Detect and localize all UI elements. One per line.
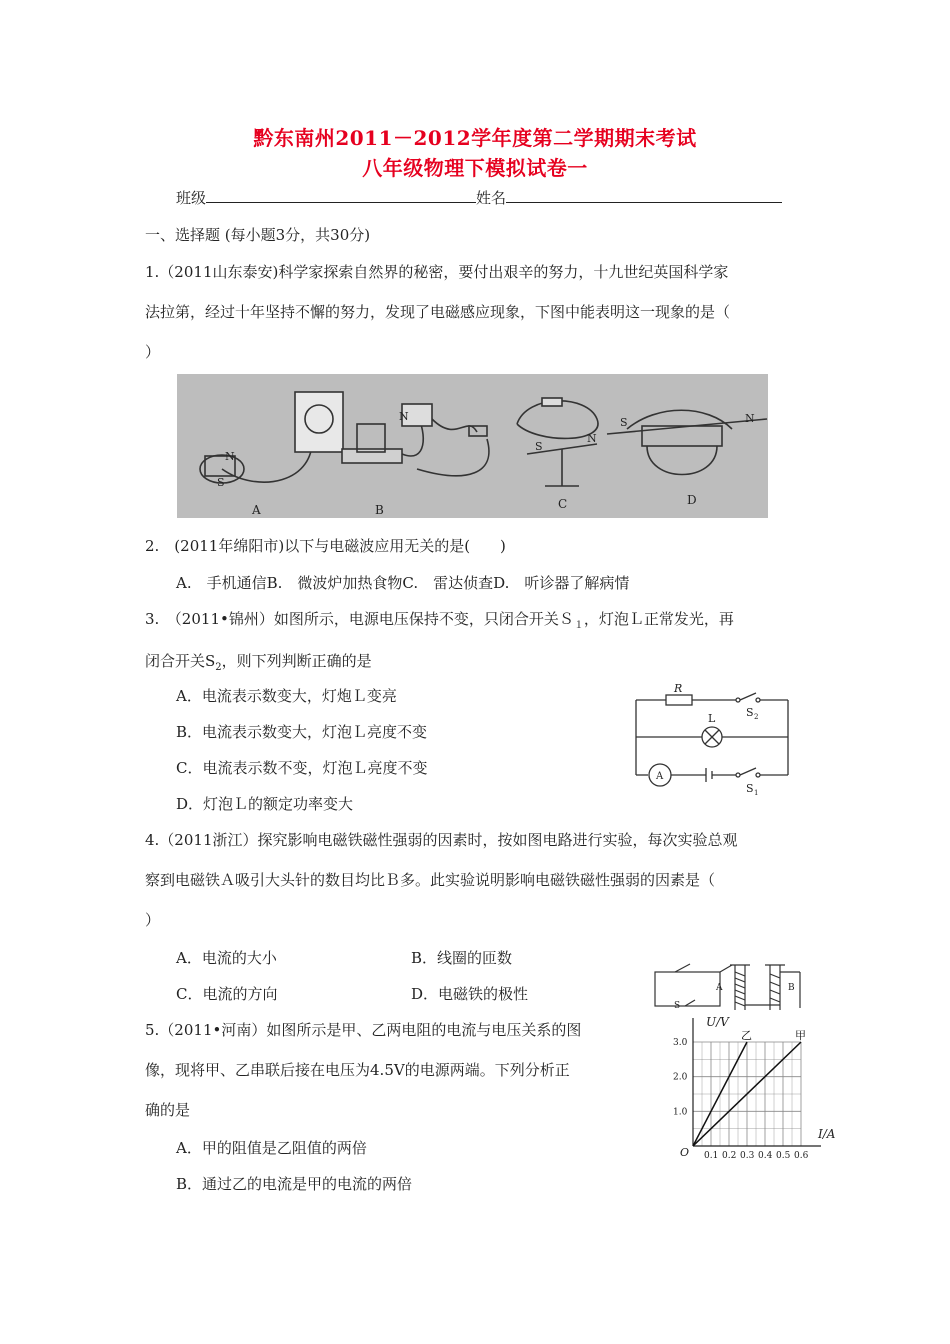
q5-line2: 像，现将甲、乙串联后接在电压为4.5V的电源两端。下列分析正: [145, 1061, 570, 1079]
q1-label-d: D: [687, 493, 697, 507]
q4-label-b: B: [788, 983, 795, 993]
q3-option-b: B．电流表示数变大，灯泡Ｌ亮度不变: [176, 723, 428, 741]
x-tick-label: 0.3: [740, 1151, 755, 1160]
q3-circuit: [628, 680, 796, 800]
q3-line2-text-b: ，则下列判断正确的是: [221, 652, 372, 670]
q4-option-b: B．线圈的匝数: [411, 949, 513, 967]
q5-origin-label: O: [680, 1146, 690, 1159]
svg-text:S: S: [620, 416, 628, 429]
q3-option-a: A．电流表示数变大，灯炮Ｌ变亮: [176, 687, 397, 705]
q1-label-c: C: [558, 497, 568, 511]
x-tick-label: 0.2: [722, 1151, 737, 1160]
q4-line1: 4.（2011浙江）探究影响电磁铁磁性强弱的因素时，按如图电路进行实验，每次实验总观: [145, 831, 738, 849]
q5-option-a: A．甲的阻值是乙阻值的两倍: [176, 1139, 367, 1157]
q2-options: A. 手机通信B. 微波炉加热食物C. 雷达侦查D. 听诊器了解病情: [176, 574, 630, 592]
q4-label-s: S: [674, 1001, 681, 1011]
q1-line2: 法拉第，经过十年坚持不懈的努力，发现了电磁感应现象，下图中能表明这一现象的是（: [145, 303, 731, 321]
q4-line2: 察到电磁铁Ａ吸引大头针的数目均比Ｂ多。此实验说明影响电磁铁磁性强弱的因素是（: [145, 871, 716, 889]
q3-line2-subscript: 2: [215, 662, 222, 673]
q3-option-d: D．灯泡Ｌ的额定功率变大: [176, 795, 354, 813]
q5-xlabel: I/A: [818, 1127, 836, 1141]
x-tick-label: 0.4: [758, 1151, 773, 1160]
x-tick-label: 0.6: [794, 1151, 809, 1160]
exam-title-line2: 八年级物理下模拟试卷一: [362, 156, 588, 180]
q1-label-a: A: [252, 503, 261, 517]
svg-text:N: N: [399, 410, 409, 423]
section1-heading: 一、选择题 (每小题3分，共30分): [145, 226, 371, 244]
q1-figure: [177, 374, 768, 518]
y-tick-label: 2.0: [673, 1072, 688, 1083]
q3-line1-text-b: ，灯泡Ｌ正常发光，再: [583, 610, 734, 628]
q5-option-b: B．通过乙的电流是甲的电流的两倍: [176, 1175, 413, 1193]
q3-label-s2: S: [746, 706, 754, 719]
q3-label-r: R: [674, 682, 683, 695]
q4-label-a: A: [716, 983, 723, 993]
q3-label-s2-sub: 2: [754, 713, 759, 721]
series-label: 甲: [795, 1029, 806, 1042]
q3-line2: [145, 651, 372, 678]
q1-line3: ）: [145, 343, 161, 361]
q3-label-s1-sub: 1: [754, 789, 759, 797]
y-tick-label: 1.0: [673, 1107, 688, 1118]
q3-line1: [145, 609, 734, 636]
series-label: 乙: [741, 1029, 752, 1042]
class-blank[interactable]: [206, 188, 476, 203]
q3-label-l: L: [708, 712, 716, 725]
q3-line2-text-a: 闭合开关S: [145, 652, 216, 670]
q5-line1: 5.（2011•河南）如图所示是甲、乙两电阻的电流与电压关系的图: [145, 1021, 582, 1039]
header-row: [176, 188, 782, 208]
q4-option-a: A．电流的大小: [176, 949, 277, 967]
x-tick-label: 0.5: [776, 1151, 791, 1160]
q3-option-c: C．电流表示数不变，灯泡Ｌ亮度不变: [176, 759, 428, 777]
name-blank[interactable]: [506, 188, 782, 203]
svg-text:N: N: [225, 450, 235, 463]
svg-text:N: N: [587, 432, 597, 445]
q1-label-b: B: [375, 503, 384, 517]
svg-text:S: S: [535, 440, 543, 453]
q1-line1: 1.（2011山东泰安)科学家探索自然界的秘密，要付出艰辛的努力，十九世纪英国科学家: [145, 263, 729, 281]
q2-stem: 2. (2011年绵阳市)以下与电磁波应用无关的是( ): [145, 537, 506, 555]
q4-option-c: C．电流的方向: [176, 985, 278, 1003]
svg-text:S: S: [217, 476, 225, 489]
q5-chart: [660, 1012, 840, 1160]
svg-text:N: N: [745, 412, 755, 425]
y-tick-label: 3.0: [673, 1038, 688, 1048]
q3-label-s1: S: [746, 782, 754, 795]
exam-title-line1: 黔东南州2011－2012学年度第二学期期末考试: [253, 126, 697, 150]
q3-label-ammeter: A: [656, 771, 664, 782]
name-label: 姓名: [476, 189, 507, 207]
x-tick-label: 0.1: [704, 1151, 719, 1160]
q3-line1-subscript: １: [573, 620, 584, 631]
q5-line3: 确的是: [145, 1101, 191, 1119]
q4-option-d: D．电磁铁的极性: [411, 985, 529, 1003]
class-label: 班级: [176, 189, 207, 207]
q3-line1-text-a: 3. （2011•锦州）如图所示，电源电压保持不变，只闭合开关Ｓ: [145, 610, 574, 628]
q4-figure: [650, 960, 820, 1015]
q4-line3: ）: [145, 911, 161, 929]
q5-ylabel: U/V: [706, 1015, 729, 1029]
